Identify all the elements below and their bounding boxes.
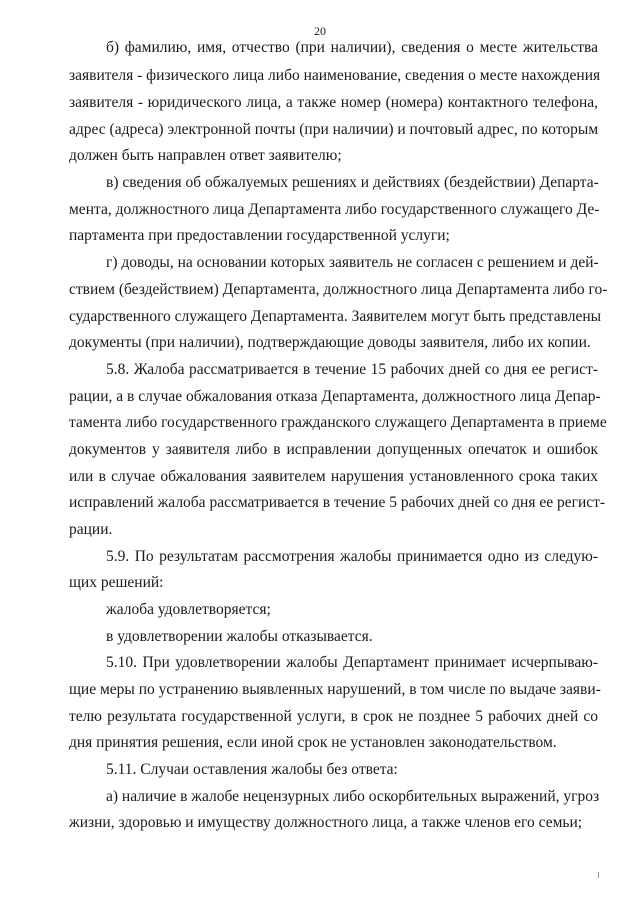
- text-line: в) сведения об обжалуемых решениях и действиях (бездействии) Департа-: [106, 174, 599, 191]
- text-line: 5.10. При удовлетворении жалобы Департамент принимает исчерпываю-: [106, 654, 598, 671]
- text-line: телю результата государственной услуги, в срок не позднее 5 рабочих дней со: [69, 708, 598, 725]
- text-line: мента, должностного лица Департамента либо государственного служащего Де-: [69, 201, 600, 218]
- text-line: заявителя - физического лица либо наименование, сведения о месте нахождения: [69, 67, 601, 84]
- page-number: 20: [314, 24, 326, 38]
- text-line: 5.9. По результатам рассмотрения жалобы принимается одно из следую-: [106, 548, 598, 565]
- text-line: дня принятия решения, если иной срок не установлен законодательством.: [69, 734, 557, 751]
- text-line: ствием (бездействием) Департамента, должностного лица Департамента либо го-: [69, 281, 608, 298]
- text-line: щие меры по устранению выявленных нарушений, в том числе по выдаче заяви-: [69, 681, 601, 698]
- text-line: жалоба удовлетворяется;: [106, 601, 271, 618]
- text-line: документов у заявителя либо в исправлении допущенных опечаток и ошибок: [69, 441, 598, 458]
- text-line: щих решений:: [69, 574, 164, 591]
- text-line: 5.8. Жалоба рассматривается в течение 15 рабочих дней со дня ее регист-: [106, 361, 598, 378]
- text-line: а) наличие в жалобе нецензурных либо оскорбительных выражений, угроз: [106, 788, 600, 805]
- text-line: рации, а в случае обжалования отказа Департамента, должностного лица Депар-: [69, 388, 601, 405]
- text-line: должен быть направлен ответ заявителю;: [69, 147, 342, 164]
- text-line: рации.: [69, 521, 113, 538]
- text-line: партамента при предоставлении государственной услуги;: [69, 227, 450, 244]
- text-line: адрес (адреса) электронной почты (при наличии) и почтовый адрес, по которым: [69, 121, 599, 138]
- text-line: заявителя - юридического лица, а также номер (номера) контактного телефона,: [69, 94, 598, 111]
- text-line: б) фамилию, имя, отчество (при наличии), сведения о месте жительства: [106, 39, 598, 56]
- text-line: документы (при наличии), подтверждающие доводы заявителя, либо их копии.: [69, 334, 591, 351]
- text-line: 5.11. Случаи оставления жалобы без ответа:: [106, 761, 398, 778]
- text-line: жизни, здоровью и имуществу должностного лица, а также членов его семьи;: [69, 814, 583, 831]
- text-line: исправлений жалоба рассматривается в течение 5 рабочих дней со дня ее регист-: [69, 494, 606, 511]
- text-line: г) доводы, на основании которых заявитель не согласен с решением и дей-: [106, 254, 599, 271]
- text-line: или в случае обжалования заявителем нарушения установленного срока таких: [69, 468, 598, 485]
- text-line: в удовлетворении жалобы отказывается.: [106, 628, 373, 645]
- text-line: тамента либо государственного гражданского служащего Департамента в приеме: [69, 414, 607, 431]
- scan-mark: [598, 872, 599, 878]
- text-line: сударственного служащего Департамента. Заявителем могут быть представлены: [69, 308, 602, 325]
